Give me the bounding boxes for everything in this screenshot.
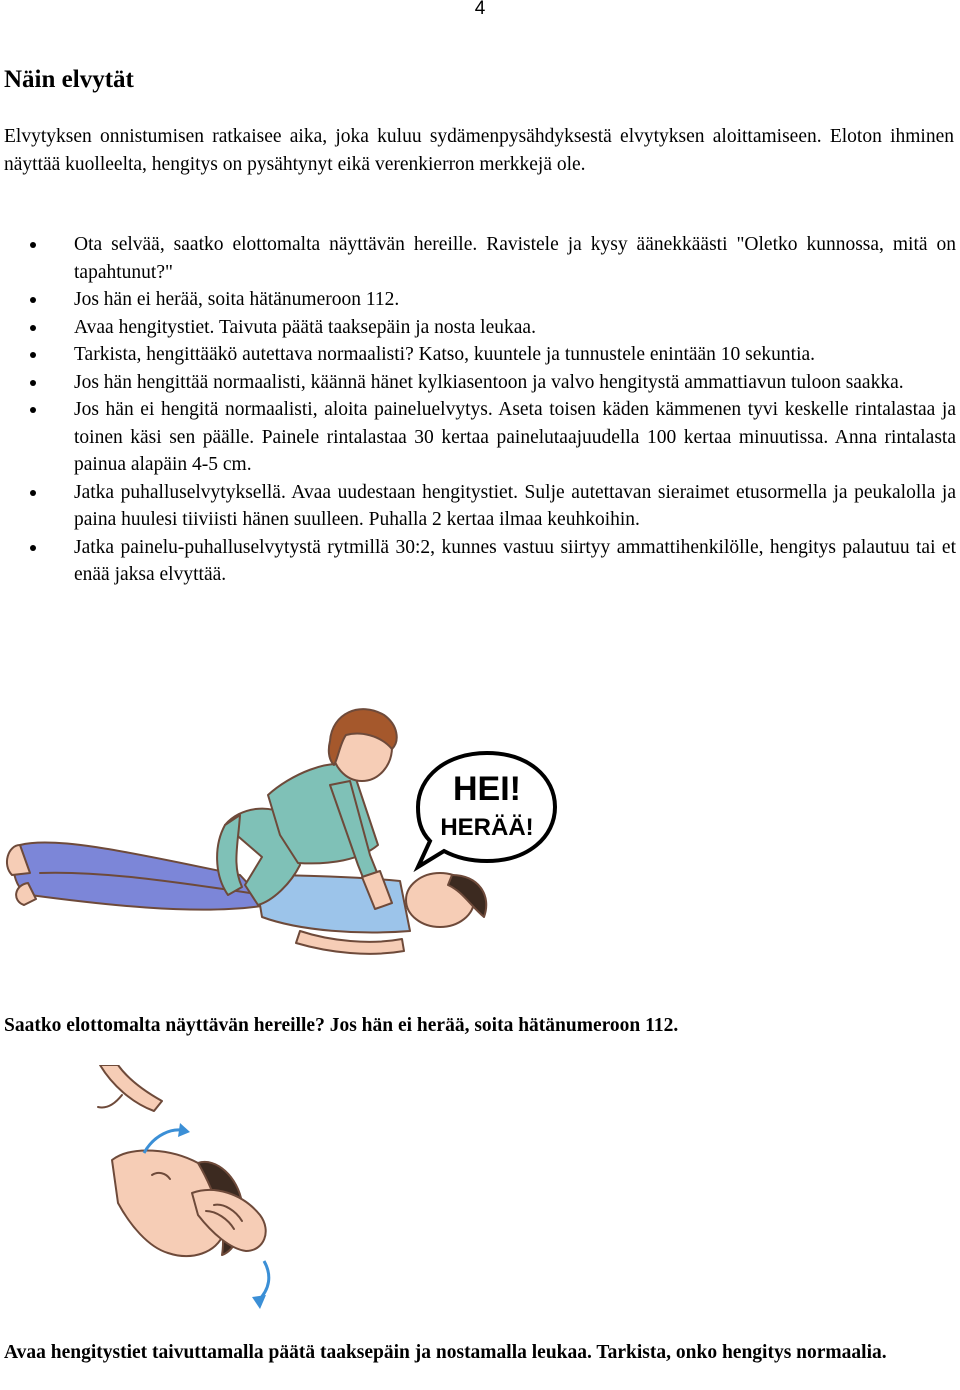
- bullet-icon: [30, 297, 36, 303]
- list-item-text: Jos hän hengittää normaalisti, käännä hänet kylkiasentoon ja valvo hengitystä ammattiavun tuloon saakka.: [74, 371, 904, 393]
- list-item: [4, 534, 956, 589]
- patient-arm: [296, 931, 404, 954]
- wake-check-illustration: [0, 695, 600, 985]
- speech-hei: HEI!: [453, 770, 521, 808]
- intro-paragraph: Elvytyksen onnistumisen ratkaisee aika, joka kuluu sydämenpysähdyksestä elvytyksen aloittamiseen. Eloton ihminen näyttää kuolleelta, hengitys on pysähtynyt eikä verenkierron merkkejä ole.: [4, 126, 954, 175]
- airway-opening-illustration: [2, 1065, 302, 1315]
- page-number: 4: [474, 0, 486, 19]
- list-item-text: Jatka painelu-puhalluselvytystä rytmillä 30:2, kunnes vastuu siirtyy ammattihenkilölle, hengitys palautuu tai et enää jaksa elvyttää.: [74, 536, 956, 585]
- bullet-icon: [30, 490, 36, 496]
- bullet-icon: [30, 352, 36, 358]
- speech-bubble: [418, 753, 555, 867]
- rescuer-hand-forehead: [100, 1065, 162, 1111]
- list-item-text: Ota selvää, saatko elottomalta näyttävän hereille. Ravistele ja kysy äänekkäästi "Oletko kunnossa, mitä on tapahtunut?": [74, 234, 956, 283]
- list-item-text: Jos hän ei hengitä normaalisti, aloita paineluelvytys. Aseta toisen käden kämmenen tyvi keskelle rintalastaa ja toinen käsi sen päälle. Painele rintalastaa 30 kertaa painelutaajuudella 100 kertaa minuutissa. Anna rintalasta painua alapäin 4-5 cm.: [74, 399, 956, 475]
- list-item: [4, 231, 956, 286]
- steps-list: [4, 231, 956, 589]
- bullet-icon: [30, 242, 36, 248]
- bullet-icon: [30, 380, 36, 386]
- figure-caption: Avaa hengitystiet taivuttamalla päätä taaksepäin ja nostamalla leukaa. Tarkista, onko hengitys normaalia.: [4, 1342, 887, 1363]
- list-item: [4, 286, 956, 314]
- bullet-icon: [30, 407, 36, 413]
- bullet-icon: [30, 545, 36, 551]
- list-item-text: Jatka puhalluselvytyksellä. Avaa uudestaan hengitystiet. Sulje autettavan sieraimet etusormella ja peukalolla ja paina huulesi tiiviisti hänen suulleen. Puhalla 2 kertaa ilmaa keuhkoihin.: [74, 481, 956, 530]
- speech-heraa: HERÄÄ!: [440, 814, 534, 841]
- bullet-icon: [30, 325, 36, 331]
- page-title: Näin elvytät: [4, 66, 134, 93]
- list-item: [4, 396, 956, 479]
- figure-caption: Saatko elottomalta näyttävän hereille? Jos hän ei herää, soita hätänumeroon 112.: [4, 1015, 679, 1036]
- list-item: [4, 479, 956, 534]
- list-item-text: Avaa hengitystiet. Taivuta päätä taaksepäin ja nosta leukaa.: [74, 316, 536, 338]
- list-item-text: Tarkista, hengittääkö autettava normaalisti? Katso, kuuntele ja tunnustele enintään 10 sekuntia.: [74, 344, 816, 365]
- list-item: [4, 314, 956, 342]
- list-item-text: Jos hän ei herää, soita hätänumeroon 112.: [74, 289, 400, 310]
- list-item: [4, 369, 956, 397]
- list-item: [4, 341, 956, 369]
- curved-arrow-icon: [258, 1261, 269, 1301]
